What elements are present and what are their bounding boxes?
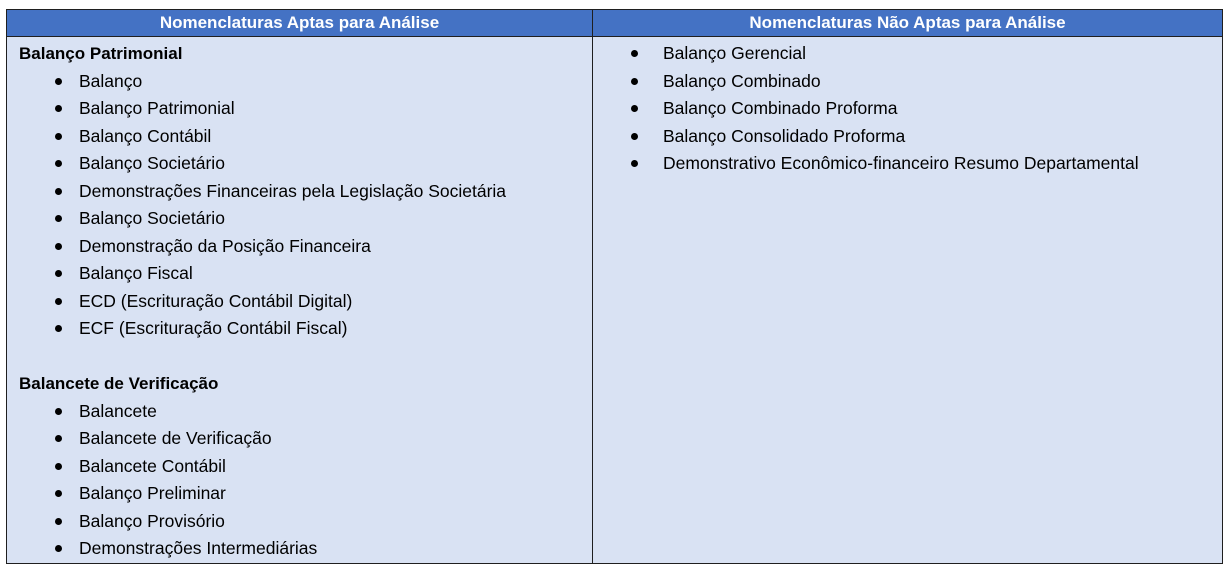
list-item [627, 123, 1222, 151]
bullet-icon [55, 325, 62, 332]
bullet-icon [55, 160, 62, 167]
bullet-icon [55, 463, 62, 470]
list-item-text: Balanço Fiscal [79, 263, 193, 283]
group-title-balanco-patrimonial: Balanço Patrimonial [19, 44, 183, 63]
apt-cell [7, 37, 593, 564]
bullet-icon [55, 78, 62, 85]
list-item [19, 535, 592, 563]
list-item [19, 150, 592, 178]
list-item [627, 150, 1222, 178]
bullet-icon [55, 490, 62, 497]
list-item-text: Demonstrativo Econômico-financeiro Resumo Departamental [663, 153, 1139, 173]
list-item [19, 315, 592, 343]
list-item [627, 40, 1222, 68]
not-apt-cell [593, 37, 1223, 564]
list-item [19, 260, 592, 288]
group-title-balancete-verificacao: Balancete de Verificação [19, 374, 219, 393]
list-item [19, 453, 592, 481]
list-item-text: Balanço Patrimonial [79, 98, 235, 118]
list-item [19, 68, 592, 96]
list-item-text: Balanço Consolidado Proforma [663, 125, 906, 146]
content-row [7, 37, 1223, 564]
list-item-text: Balanço Societário [79, 208, 225, 228]
bullet-icon [55, 105, 62, 112]
list-item [19, 288, 592, 316]
list-item [19, 205, 592, 233]
list-item [627, 95, 1222, 123]
bullet-icon [631, 133, 638, 140]
list-item-text: Balancete [79, 400, 157, 421]
group-list-balanco-patrimonial [19, 68, 592, 343]
list-item-text: Balanço [79, 70, 143, 91]
list-item-text: Demonstração da Posição Financeira [79, 235, 371, 256]
list-item-text: ECD (Escrituração Contábil Digital) [79, 290, 353, 311]
bullet-icon [631, 105, 638, 112]
header-row [7, 10, 1223, 37]
bullet-icon [55, 298, 62, 305]
list-item [19, 95, 592, 123]
list-item-text: Balanço Combinado Proforma [663, 98, 898, 118]
list-item-text: Demonstrações Financeiras pela Legislação Societária [79, 180, 507, 201]
group-list-balancete-verificacao [19, 398, 592, 563]
bullet-icon [55, 545, 62, 552]
bullet-icon [55, 435, 62, 442]
list-item [19, 508, 592, 536]
bullet-icon [55, 243, 62, 250]
list-item [19, 123, 592, 151]
header-not-apt: Nomenclaturas Não Aptas para Análise [593, 10, 1223, 37]
list-item [19, 425, 592, 453]
list-item-text: Balanço Contábil [79, 125, 212, 146]
list-item-text: Balancete de Verificação [79, 428, 272, 448]
group-spacer [19, 343, 592, 371]
bullet-icon [631, 160, 638, 167]
list-item-text: Balanço Provisório [79, 510, 225, 531]
bullet-icon [55, 518, 62, 525]
bullet-icon [631, 50, 638, 57]
list-item-text: Demonstrações Intermediárias [79, 538, 318, 558]
list-item-text: Balancete Contábil [79, 455, 226, 476]
bullet-icon [55, 188, 62, 195]
list-item-text: Balanço Preliminar [79, 483, 226, 503]
list-item-text: ECF (Escrituração Contábil Fiscal) [79, 318, 348, 338]
bullet-icon [55, 270, 62, 277]
list-item-text: Balanço Gerencial [663, 43, 806, 63]
list-item [19, 178, 592, 206]
bullet-icon [631, 78, 638, 85]
bullet-icon [55, 215, 62, 222]
list-item-text: Balanço Combinado [663, 70, 821, 91]
list-item [19, 398, 592, 426]
list-item [19, 480, 592, 508]
not-apt-list [627, 40, 1222, 178]
bullet-icon [55, 408, 62, 415]
bullet-icon [55, 133, 62, 140]
list-item [627, 68, 1222, 96]
list-item-text: Balanço Societário [79, 153, 225, 173]
list-item [19, 233, 592, 261]
header-apt: Nomenclaturas Aptas para Análise [7, 10, 593, 37]
nomenclature-table [6, 9, 1223, 564]
